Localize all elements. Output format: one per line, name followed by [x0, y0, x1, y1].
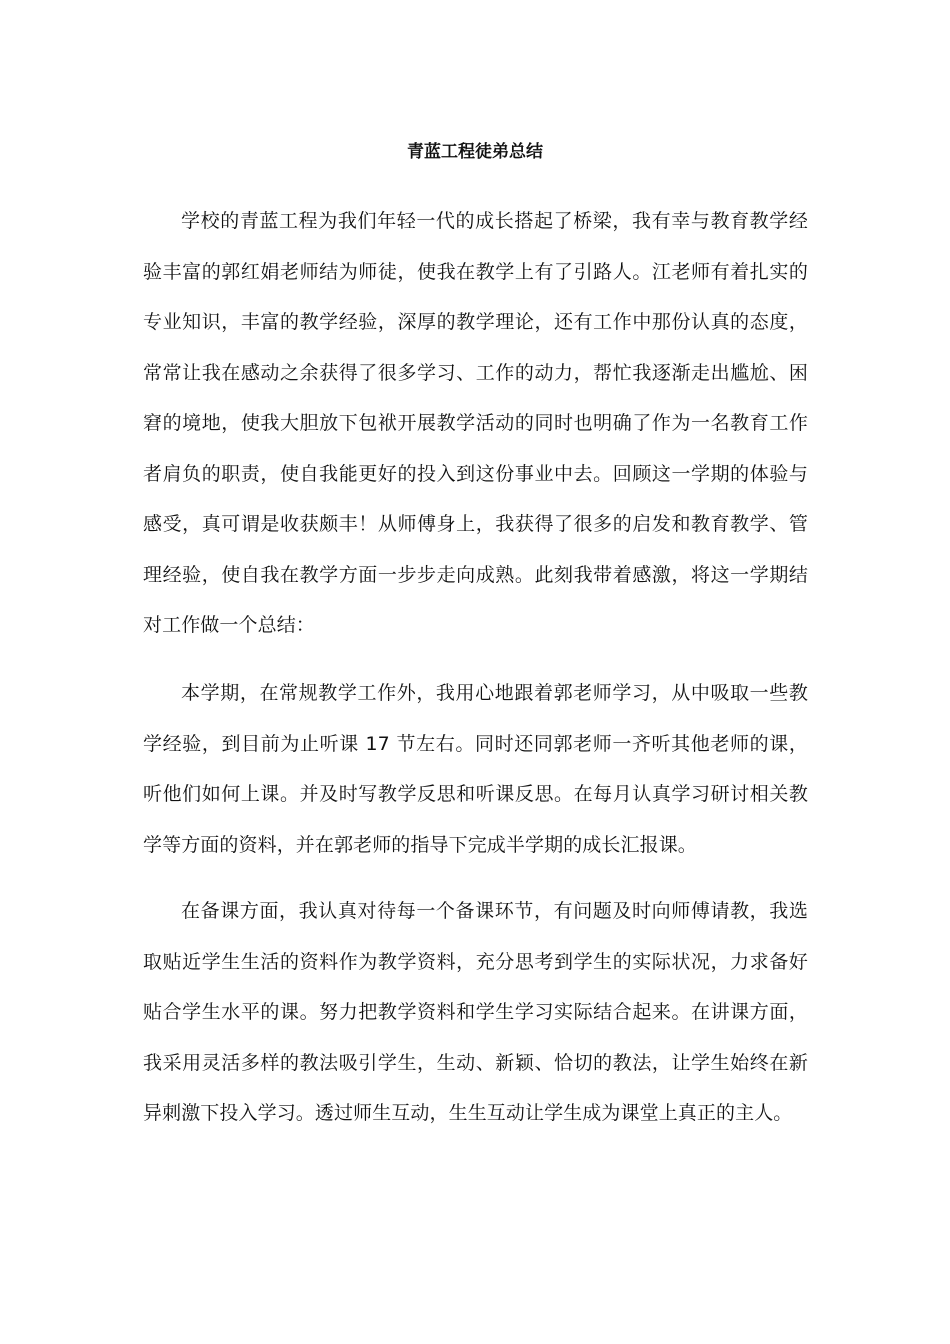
paragraph-1: 学校的青蓝工程为我们年轻一代的成长搭起了桥梁，我有幸与教育教学经验丰富的郭红娟老师结为师徒，使我在教学上有了引路人。江老师有着扎实的专业知识，丰富的教学经验，深厚的教学理论，还有工作中那份认真的态度，常常让我在感动之余获得了很多学习、工作的动力，帮忙我逐渐走出尴尬、困窘的境地，使我大胆放下包袱开展教学活动的同时也明确了作为一名教育工作者肩负的职责，使自我能更好的投入到这份事业中去。回顾这一学期的体验与感受，真可谓是收获颇丰！从师傅身上，我获得了很多的启发和教育教学、管理经验，使自我在教学方面一步步走向成熟。此刻我带着感激，将这一学期结对工作做一个总结：	[143, 210, 808, 636]
paragraph-2-block	[143, 668, 808, 870]
paragraph-3: 在备课方面，我认真对待每一个备课环节，有问题及时向师傅请教，我选取贴近学生生活的资料作为教学资料，充分思考到学生的实际状况，力求备好贴合学生水平的课。努力把教学资料和学生学习实际结合起来。在讲课方面，我采用灵活多样的教法吸引学生，生动、新颖、恰切的教法，让学生始终在新异刺激下投入学习。透过师生互动，生生互动让学生成为课堂上真正的主人。	[143, 900, 808, 1124]
paragraph-2: 本学期，在常规教学工作外，我用心地跟着郭老师学习，从中吸取一些教学经验，到目前为止听课 17 节左右。同时还同郭老师一齐听其他老师的课，听他们如何上课。并及时写教学反思和听课反思。在每月认真学习研讨相关教学等方面的资料，并在郭老师的指导下完成半学期的成长汇报课。	[143, 682, 808, 856]
paragraph-3-block	[143, 886, 808, 1139]
document-title: 青蓝工程徒弟总结	[407, 142, 543, 162]
paragraph-1-block	[143, 196, 808, 651]
